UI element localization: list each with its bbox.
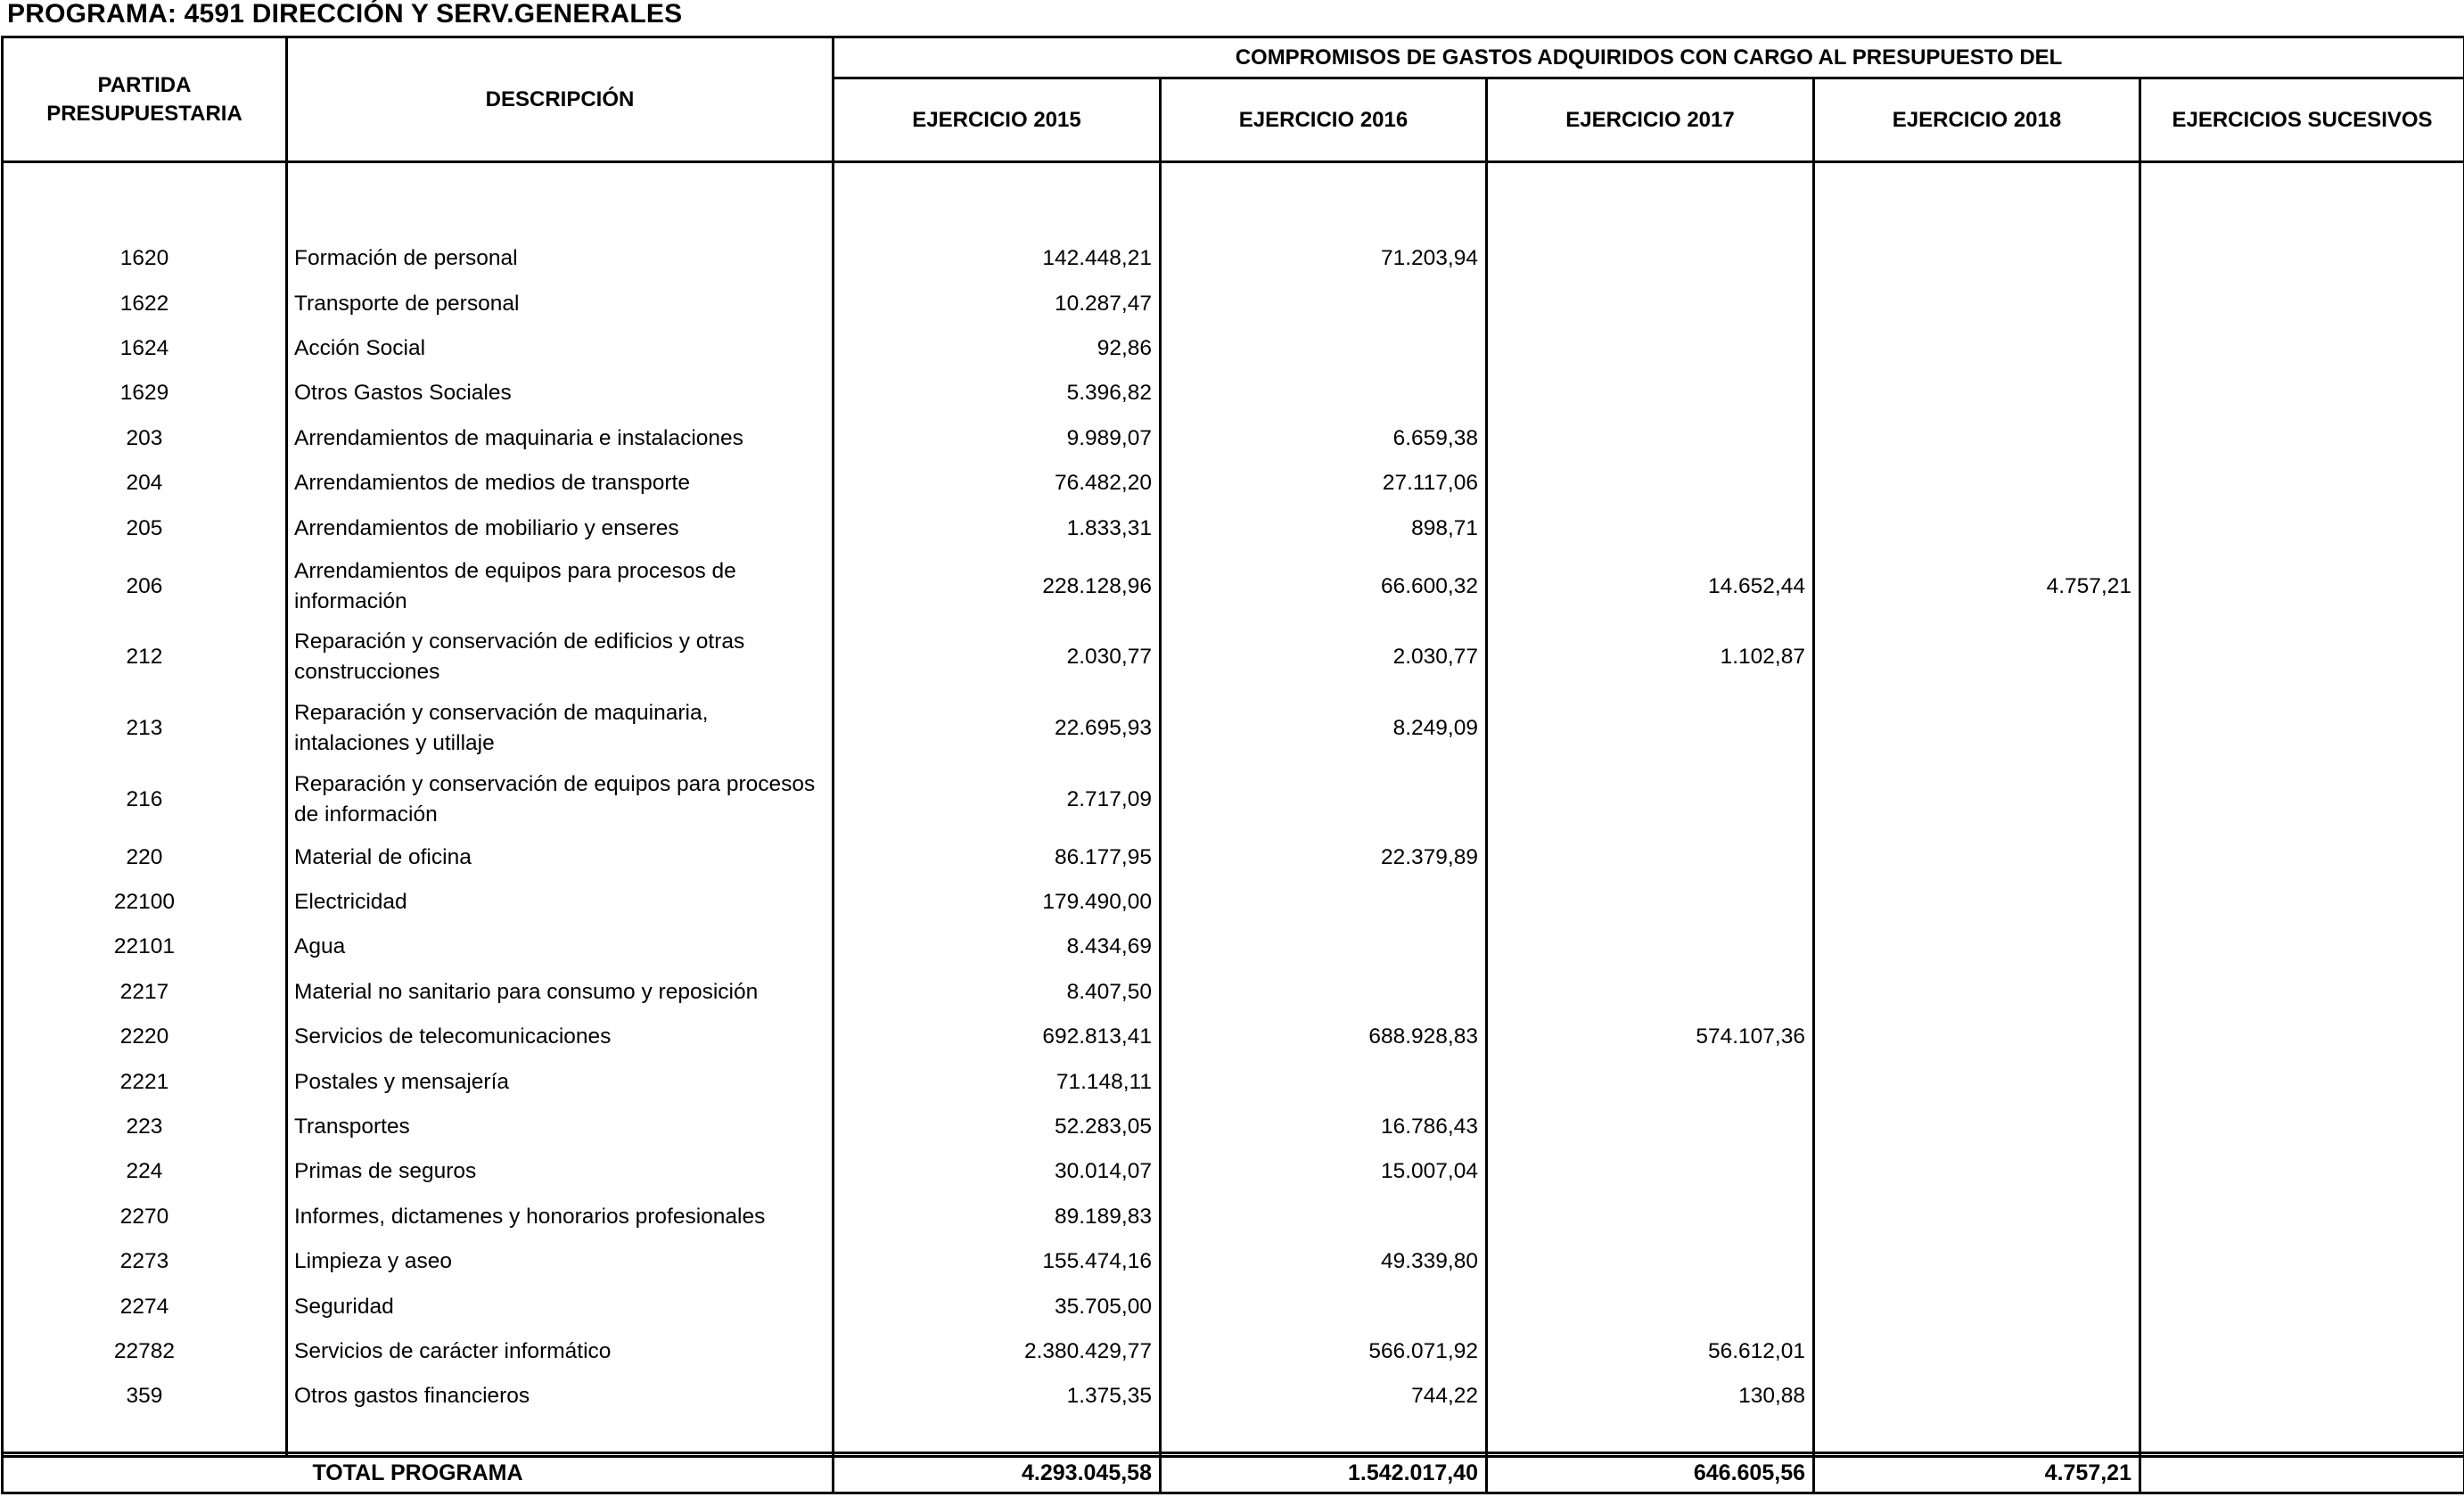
ejercicios-sucesivos-cell	[2140, 621, 2464, 693]
ejercicio-2015-cell: 2.380.429,77	[834, 1329, 1161, 1374]
descripcion-cell: Acción Social	[287, 326, 834, 371]
table-row	[3, 621, 2464, 693]
ejercicios-sucesivos-cell	[2140, 506, 2464, 550]
ejercicio-2018-cell	[1814, 1015, 2140, 1059]
ejercicio-2016-cell: 22.379,89	[1161, 835, 1487, 879]
table-row	[3, 764, 2464, 835]
ejercicios-sucesivos-cell	[2140, 236, 2464, 281]
partida-cell: 204	[3, 461, 287, 506]
partida-cell: 22101	[3, 925, 287, 969]
ejercicio-2016-cell	[1161, 326, 1487, 371]
table-header	[3, 37, 2464, 162]
ejercicio-2016-cell	[1161, 1059, 1487, 1104]
ejercicio-2017-cell	[1487, 1105, 1814, 1149]
table-row	[3, 1195, 2464, 1239]
ejercicio-2017-cell	[1487, 236, 1814, 281]
ejercicios-sucesivos-cell	[2140, 970, 2464, 1015]
table-row	[3, 880, 2464, 925]
ejercicio-2015-cell: 89.189,83	[834, 1195, 1161, 1239]
descripcion-cell: Agua	[287, 925, 834, 969]
ejercicio-2016-cell	[1161, 281, 1487, 325]
descripcion-cell: Arrendamientos de equipos para procesos de información	[287, 551, 834, 622]
descripcion-cell: Otros gastos financieros	[287, 1374, 834, 1419]
ejercicio-2018-cell	[1814, 1105, 2140, 1149]
descripcion-cell: Servicios de carácter informático	[287, 1329, 834, 1374]
partida-cell: 220	[3, 835, 287, 879]
total-row-table	[1, 1452, 2464, 1494]
ejercicio-2018-cell	[1814, 1195, 2140, 1239]
table-row	[3, 281, 2464, 325]
ejercicio-2015-cell: 155.474,16	[834, 1239, 1161, 1284]
ejercicio-2018-cell	[1814, 371, 2140, 415]
ejercicio-2018-cell	[1814, 1149, 2140, 1194]
ejercicio-2015-cell: 86.177,95	[834, 835, 1161, 879]
total-ejercicio-2018: 4.757,21	[1814, 1453, 2140, 1493]
header-ejercicio-2016: EJERCICIO 2016	[1161, 78, 1487, 162]
header-ejercicio-2015: EJERCICIO 2015	[834, 78, 1161, 162]
ejercicio-2015-cell: 692.813,41	[834, 1015, 1161, 1059]
ejercicio-2016-cell: 71.203,94	[1161, 236, 1487, 281]
descripcion-cell: Otros Gastos Sociales	[287, 371, 834, 415]
ejercicio-2018-cell	[1814, 1284, 2140, 1328]
ejercicio-2018-cell	[1814, 880, 2140, 925]
descripcion-cell: Reparación y conservación de maquinaria, intalaciones y utillaje	[287, 693, 834, 764]
ejercicio-2016-cell: 744,22	[1161, 1374, 1487, 1419]
ejercicios-sucesivos-cell	[2140, 925, 2464, 969]
ejercicio-2017-cell	[1487, 1284, 1814, 1328]
ejercicio-2016-cell	[1161, 925, 1487, 969]
ejercicio-2018-cell	[1814, 1059, 2140, 1104]
page-title: PROGRAMA: 4591 DIRECCIÓN Y SERV.GENERALES	[7, 0, 683, 29]
header-partida	[3, 37, 287, 162]
partida-cell: 223	[3, 1105, 287, 1149]
ejercicio-2016-cell	[1161, 764, 1487, 835]
ejercicio-2016-cell: 2.030,77	[1161, 621, 1487, 693]
partida-cell: 2274	[3, 1284, 287, 1328]
ejercicio-2018-cell	[1814, 1239, 2140, 1284]
ejercicios-sucesivos-cell	[2140, 764, 2464, 835]
ejercicio-2017-cell: 56.612,01	[1487, 1329, 1814, 1374]
table-body	[3, 162, 2464, 1457]
partida-cell: 216	[3, 764, 287, 835]
spacer-row	[3, 1419, 2464, 1457]
ejercicio-2017-cell	[1487, 506, 1814, 550]
partida-cell: 2270	[3, 1195, 287, 1239]
table-row	[3, 506, 2464, 550]
ejercicio-2017-cell: 14.652,44	[1487, 551, 1814, 622]
ejercicio-2018-cell	[1814, 835, 2140, 879]
ejercicio-2016-cell	[1161, 880, 1487, 925]
table-row	[3, 371, 2464, 415]
ejercicio-2016-cell: 66.600,32	[1161, 551, 1487, 622]
partida-cell: 2221	[3, 1059, 287, 1104]
header-ejercicio-2018: EJERCICIO 2018	[1814, 78, 2140, 162]
descripcion-cell: Postales y mensajería	[287, 1059, 834, 1104]
ejercicio-2015-cell: 10.287,47	[834, 281, 1161, 325]
descripcion-cell: Material no sanitario para consumo y reposición	[287, 970, 834, 1015]
ejercicio-2016-cell: 8.249,09	[1161, 693, 1487, 764]
partida-cell: 2273	[3, 1239, 287, 1284]
ejercicio-2016-cell	[1161, 970, 1487, 1015]
header-partida-line2: PRESUPUESTARIA	[46, 101, 242, 126]
partida-cell: 213	[3, 693, 287, 764]
partida-cell: 22782	[3, 1329, 287, 1374]
partida-cell: 203	[3, 416, 287, 461]
ejercicio-2017-cell	[1487, 835, 1814, 879]
ejercicio-2018-cell	[1814, 764, 2140, 835]
ejercicio-2015-cell: 71.148,11	[834, 1059, 1161, 1104]
partida-cell: 22100	[3, 880, 287, 925]
ejercicio-2017-cell	[1487, 371, 1814, 415]
descripcion-cell: Material de oficina	[287, 835, 834, 879]
ejercicio-2015-cell: 9.989,07	[834, 416, 1161, 461]
ejercicio-2016-cell: 688.928,83	[1161, 1015, 1487, 1059]
ejercicio-2015-cell: 30.014,07	[834, 1149, 1161, 1194]
ejercicio-2017-cell	[1487, 970, 1814, 1015]
total-row	[3, 1453, 2464, 1493]
ejercicios-sucesivos-cell	[2140, 1195, 2464, 1239]
descripcion-cell: Formación de personal	[287, 236, 834, 281]
ejercicios-sucesivos-cell	[2140, 1015, 2464, 1059]
ejercicio-2015-cell: 52.283,05	[834, 1105, 1161, 1149]
table-row	[3, 970, 2464, 1015]
spacer-row	[3, 162, 2464, 237]
ejercicio-2016-cell: 16.786,43	[1161, 1105, 1487, 1149]
partida-cell: 1622	[3, 281, 287, 325]
ejercicio-2015-cell: 76.482,20	[834, 461, 1161, 506]
ejercicio-2015-cell: 142.448,21	[834, 236, 1161, 281]
header-partida-line1: PARTIDA	[97, 72, 192, 97]
ejercicio-2017-cell	[1487, 693, 1814, 764]
ejercicio-2015-cell: 35.705,00	[834, 1284, 1161, 1328]
total-ejercicio-2015: 4.293.045,58	[834, 1453, 1161, 1493]
table-row	[3, 416, 2464, 461]
ejercicio-2015-cell: 179.490,00	[834, 880, 1161, 925]
table-row	[3, 925, 2464, 969]
ejercicios-sucesivos-cell	[2140, 693, 2464, 764]
total-ejercicio-2017: 646.605,56	[1487, 1453, 1814, 1493]
ejercicio-2015-cell: 2.717,09	[834, 764, 1161, 835]
ejercicio-2015-cell: 92,86	[834, 326, 1161, 371]
ejercicio-2017-cell: 130,88	[1487, 1374, 1814, 1419]
ejercicio-2018-cell	[1814, 621, 2140, 693]
ejercicio-2018-cell	[1814, 1374, 2140, 1419]
header-descripcion: DESCRIPCIÓN	[287, 37, 834, 162]
descripcion-cell: Electricidad	[287, 880, 834, 925]
partida-cell: 2217	[3, 970, 287, 1015]
ejercicios-sucesivos-cell	[2140, 371, 2464, 415]
ejercicio-2017-cell	[1487, 1195, 1814, 1239]
descripcion-cell: Seguridad	[287, 1284, 834, 1328]
total-label: TOTAL PROGRAMA	[3, 1453, 834, 1493]
table-row	[3, 1329, 2464, 1374]
ejercicio-2018-cell	[1814, 506, 2140, 550]
ejercicio-2017-cell: 574.107,36	[1487, 1015, 1814, 1059]
ejercicio-2016-cell	[1161, 1195, 1487, 1239]
total-ejercicio-2016: 1.542.017,40	[1161, 1453, 1487, 1493]
ejercicios-sucesivos-cell	[2140, 1239, 2464, 1284]
table-row	[3, 1149, 2464, 1194]
ejercicio-2016-cell: 15.007,04	[1161, 1149, 1487, 1194]
ejercicio-2018-cell	[1814, 281, 2140, 325]
table-row	[3, 461, 2464, 506]
ejercicio-2016-cell	[1161, 371, 1487, 415]
partida-cell: 2220	[3, 1015, 287, 1059]
descripcion-cell: Informes, dictamenes y honorarios profesionales	[287, 1195, 834, 1239]
ejercicio-2018-cell	[1814, 461, 2140, 506]
ejercicio-2016-cell: 6.659,38	[1161, 416, 1487, 461]
partida-cell: 1624	[3, 326, 287, 371]
descripcion-cell: Primas de seguros	[287, 1149, 834, 1194]
descripcion-cell: Transportes	[287, 1105, 834, 1149]
ejercicios-sucesivos-cell	[2140, 281, 2464, 325]
ejercicios-sucesivos-cell	[2140, 1329, 2464, 1374]
ejercicios-sucesivos-cell	[2140, 1105, 2464, 1149]
descripcion-cell: Servicios de telecomunicaciones	[287, 1015, 834, 1059]
ejercicio-2016-cell: 49.339,80	[1161, 1239, 1487, 1284]
ejercicio-2015-cell: 5.396,82	[834, 371, 1161, 415]
header-ejercicio-2017: EJERCICIO 2017	[1487, 78, 1814, 162]
table-row	[3, 551, 2464, 622]
ejercicio-2017-cell	[1487, 416, 1814, 461]
ejercicios-sucesivos-cell	[2140, 1374, 2464, 1419]
total-ejercicios-sucesivos	[2140, 1453, 2464, 1493]
ejercicio-2015-cell: 8.434,69	[834, 925, 1161, 969]
header-compromisos: COMPROMISOS DE GASTOS ADQUIRIDOS CON CARGO AL PRESUPUESTO DEL	[834, 37, 2464, 78]
ejercicios-sucesivos-cell	[2140, 416, 2464, 461]
ejercicio-2017-cell	[1487, 326, 1814, 371]
ejercicio-2015-cell: 228.128,96	[834, 551, 1161, 622]
ejercicios-sucesivos-cell	[2140, 1059, 2464, 1104]
ejercicio-2017-cell	[1487, 281, 1814, 325]
descripcion-cell: Arrendamientos de medios de transporte	[287, 461, 834, 506]
ejercicio-2016-cell: 898,71	[1161, 506, 1487, 550]
partida-cell: 224	[3, 1149, 287, 1194]
ejercicio-2017-cell	[1487, 1239, 1814, 1284]
ejercicio-2015-cell: 1.833,31	[834, 506, 1161, 550]
descripcion-cell: Arrendamientos de mobiliario y enseres	[287, 506, 834, 550]
table-row	[3, 693, 2464, 764]
ejercicio-2017-cell: 1.102,87	[1487, 621, 1814, 693]
partida-cell: 212	[3, 621, 287, 693]
ejercicio-2018-cell	[1814, 416, 2140, 461]
ejercicios-sucesivos-cell	[2140, 461, 2464, 506]
ejercicios-sucesivos-cell	[2140, 880, 2464, 925]
ejercicio-2016-cell: 27.117,06	[1161, 461, 1487, 506]
table-row	[3, 1015, 2464, 1059]
ejercicio-2017-cell	[1487, 1149, 1814, 1194]
table-row	[3, 835, 2464, 879]
ejercicio-2017-cell	[1487, 1059, 1814, 1104]
ejercicio-2018-cell	[1814, 1329, 2140, 1374]
header-ejercicios-sucesivos: EJERCICIOS SUCESIVOS	[2140, 78, 2464, 162]
ejercicio-2015-cell: 2.030,77	[834, 621, 1161, 693]
partida-cell: 206	[3, 551, 287, 622]
ejercicio-2018-cell	[1814, 925, 2140, 969]
table-row	[3, 236, 2464, 281]
ejercicio-2017-cell	[1487, 925, 1814, 969]
table-row	[3, 1284, 2464, 1328]
ejercicio-2018-cell	[1814, 236, 2140, 281]
ejercicio-2017-cell	[1487, 461, 1814, 506]
ejercicio-2018-cell	[1814, 970, 2140, 1015]
ejercicio-2016-cell	[1161, 1284, 1487, 1328]
ejercicios-sucesivos-cell	[2140, 1284, 2464, 1328]
ejercicio-2018-cell	[1814, 693, 2140, 764]
ejercicio-2015-cell: 1.375,35	[834, 1374, 1161, 1419]
ejercicio-2015-cell: 8.407,50	[834, 970, 1161, 1015]
table-row	[3, 1105, 2464, 1149]
ejercicio-2018-cell: 4.757,21	[1814, 551, 2140, 622]
ejercicios-sucesivos-cell	[2140, 326, 2464, 371]
descripcion-cell: Transporte de personal	[287, 281, 834, 325]
partida-cell: 359	[3, 1374, 287, 1419]
partida-cell: 1620	[3, 236, 287, 281]
ejercicios-sucesivos-cell	[2140, 551, 2464, 622]
ejercicio-2018-cell	[1814, 326, 2140, 371]
table-row	[3, 1059, 2464, 1104]
ejercicio-2015-cell: 22.695,93	[834, 693, 1161, 764]
descripcion-cell: Reparación y conservación de edificios y otras construcciones	[287, 621, 834, 693]
table-row	[3, 1374, 2464, 1419]
ejercicio-2016-cell: 566.071,92	[1161, 1329, 1487, 1374]
descripcion-cell: Reparación y conservación de equipos para procesos de información	[287, 764, 834, 835]
table-row	[3, 1239, 2464, 1284]
partida-cell: 1629	[3, 371, 287, 415]
ejercicio-2017-cell	[1487, 880, 1814, 925]
partida-cell: 205	[3, 506, 287, 550]
table-row	[3, 326, 2464, 371]
descripcion-cell: Arrendamientos de maquinaria e instalaciones	[287, 416, 834, 461]
ejercicios-sucesivos-cell	[2140, 1149, 2464, 1194]
ejercicio-2017-cell	[1487, 764, 1814, 835]
ejercicios-sucesivos-cell	[2140, 835, 2464, 879]
descripcion-cell: Limpieza y aseo	[287, 1239, 834, 1284]
commitments-table	[1, 36, 2464, 1458]
